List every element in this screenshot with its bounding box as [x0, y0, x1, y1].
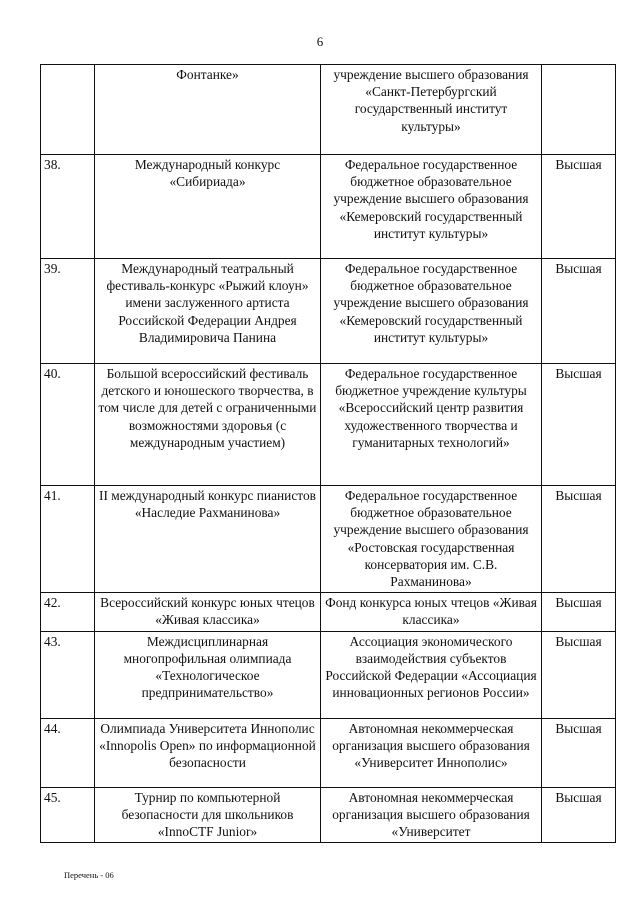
level-value: Высшая	[542, 364, 616, 486]
level-value	[542, 65, 616, 155]
row-number: 40.	[41, 364, 95, 486]
organizer-name: Федеральное государственное бюджетное образовательное учреждение высшего образования «Ростовская государственная консерватория им. С.В. Рахманинова»	[321, 486, 542, 593]
level-value: Высшая	[542, 631, 616, 718]
level-value: Высшая	[542, 155, 616, 259]
table-row	[41, 155, 616, 259]
table-row	[41, 718, 616, 787]
organizer-name: Ассоциация экономического взаимодействия субъектов Российской Федерации «Ассоциация инновационных регионов России»	[321, 631, 542, 718]
organizer-name: Автономная некоммерческая организация высшего образования «Университет	[321, 787, 542, 843]
row-number: 42.	[41, 593, 95, 631]
event-name: Олимпиада Университета Иннополис «Innopolis Open» по информационной безопасности	[95, 718, 321, 787]
row-number: 39.	[41, 259, 95, 364]
level-value: Высшая	[542, 787, 616, 843]
table-row	[41, 631, 616, 718]
table-row	[41, 593, 616, 631]
organizer-name: Федеральное государственное бюджетное образовательное учреждение высшего образования «Кемеровский государственный институт культуры»	[321, 155, 542, 259]
table-row	[41, 259, 616, 364]
table-row	[41, 486, 616, 593]
row-number: 43.	[41, 631, 95, 718]
page-number: 6	[316, 34, 324, 49]
event-name: Всероссийский конкурс юных чтецов «Живая классика»	[95, 593, 321, 631]
level-value: Высшая	[542, 259, 616, 364]
event-name: Международный театральный фестиваль-конкурс «Рыжий клоун» имени заслуженного артиста Российской Федерации Андрея Владимировича Панина	[95, 259, 321, 364]
event-name: II международный конкурс пианистов «Наследие Рахманинова»	[95, 486, 321, 593]
registry-table	[40, 64, 616, 843]
event-name: Большой всероссийский фестиваль детского и юношеского творчества, в том числе для детей с ограниченными возможностями здоровья (с международным участием)	[95, 364, 321, 486]
table-row	[41, 364, 616, 486]
row-number: 41.	[41, 486, 95, 593]
table-row	[41, 787, 616, 843]
row-number: 45.	[41, 787, 95, 843]
organizer-name: Автономная некоммерческая организация высшего образования «Университет Иннополис»	[321, 718, 542, 787]
organizer-name: Федеральное государственное бюджетное учреждение культуры «Всероссийский центр развития художественного творчества и гуманитарных технологий»	[321, 364, 542, 486]
event-name: Фонтанке»	[95, 65, 321, 155]
event-name: Турнир по компьютерной безопасности для школьников «InnoCTF Junior»	[95, 787, 321, 843]
event-name: Международный конкурс «Сибириада»	[95, 155, 321, 259]
row-number: 44.	[41, 718, 95, 787]
row-number: 38.	[41, 155, 95, 259]
table-row	[41, 65, 616, 155]
organizer-name: Фонд конкурса юных чтецов «Живая классика»	[321, 593, 542, 631]
level-value: Высшая	[542, 593, 616, 631]
row-number	[41, 65, 95, 155]
level-value: Высшая	[542, 718, 616, 787]
organizer-name: Федеральное государственное бюджетное образовательное учреждение высшего образования «Кемеровский государственный институт культуры»	[321, 259, 542, 364]
level-value: Высшая	[542, 486, 616, 593]
organizer-name: учреждение высшего образования «Санкт-Петербургский государственный институт культуры»	[321, 65, 542, 155]
event-name: Междисциплинарная многопрофильная олимпиада «Технологическое предпринимательство»	[95, 631, 321, 718]
footer-label: Перечень - 06	[64, 870, 114, 880]
